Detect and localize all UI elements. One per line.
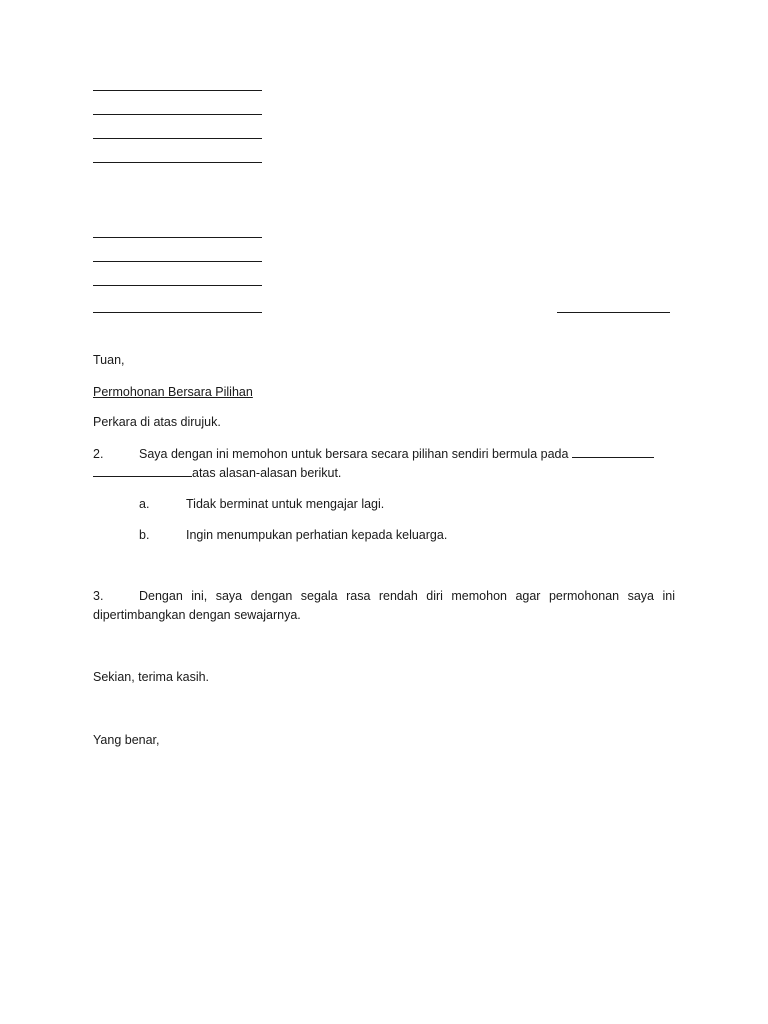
closing: Sekian, terima kasih. [93,670,210,684]
reason-b-letter: b. [139,528,150,542]
reason-a-letter: a. [139,497,150,511]
salutation: Tuan, [93,353,125,367]
reference-line: Perkara di atas dirujuk. [93,415,221,429]
para3 [93,587,675,625]
signoff: Yang benar, [93,733,160,747]
recipient-address-line-1 [93,237,262,238]
sender-address-line-1 [93,90,262,91]
para2-number: 2. [93,447,104,461]
recipient-address-line-4 [93,312,262,313]
para2-text-after-blank: atas alasan-alasan berikut. [192,466,342,480]
recipient-address-line-3 [93,285,262,286]
para3-number: 3. [93,589,104,603]
reason-b-text: Ingin menumpukan perhatian kepada keluarga. [186,528,448,542]
start-date-blank-cont [93,465,192,477]
reason-a-text: Tidak berminat untuk mengajar lagi. [186,497,385,511]
para2-continuation [93,465,341,481]
recipient-address-line-2 [93,261,262,262]
para2-text [139,446,654,462]
sender-address-line-2 [93,114,262,115]
subject-heading: Permohonan Bersara Pilihan [93,385,253,399]
sender-address-line-4 [93,162,262,163]
para2-text-before-blank: Saya dengan ini memohon untuk bersara secara pilihan sendiri bermula pada [139,447,572,461]
start-date-blank [572,446,654,458]
para3-text: Dengan ini, saya dengan segala rasa rendah diri memohon agar permohonan saya ini dipertimbangkan dengan sewajarnya. [93,589,675,622]
date-line [557,312,670,313]
sender-address-line-3 [93,138,262,139]
